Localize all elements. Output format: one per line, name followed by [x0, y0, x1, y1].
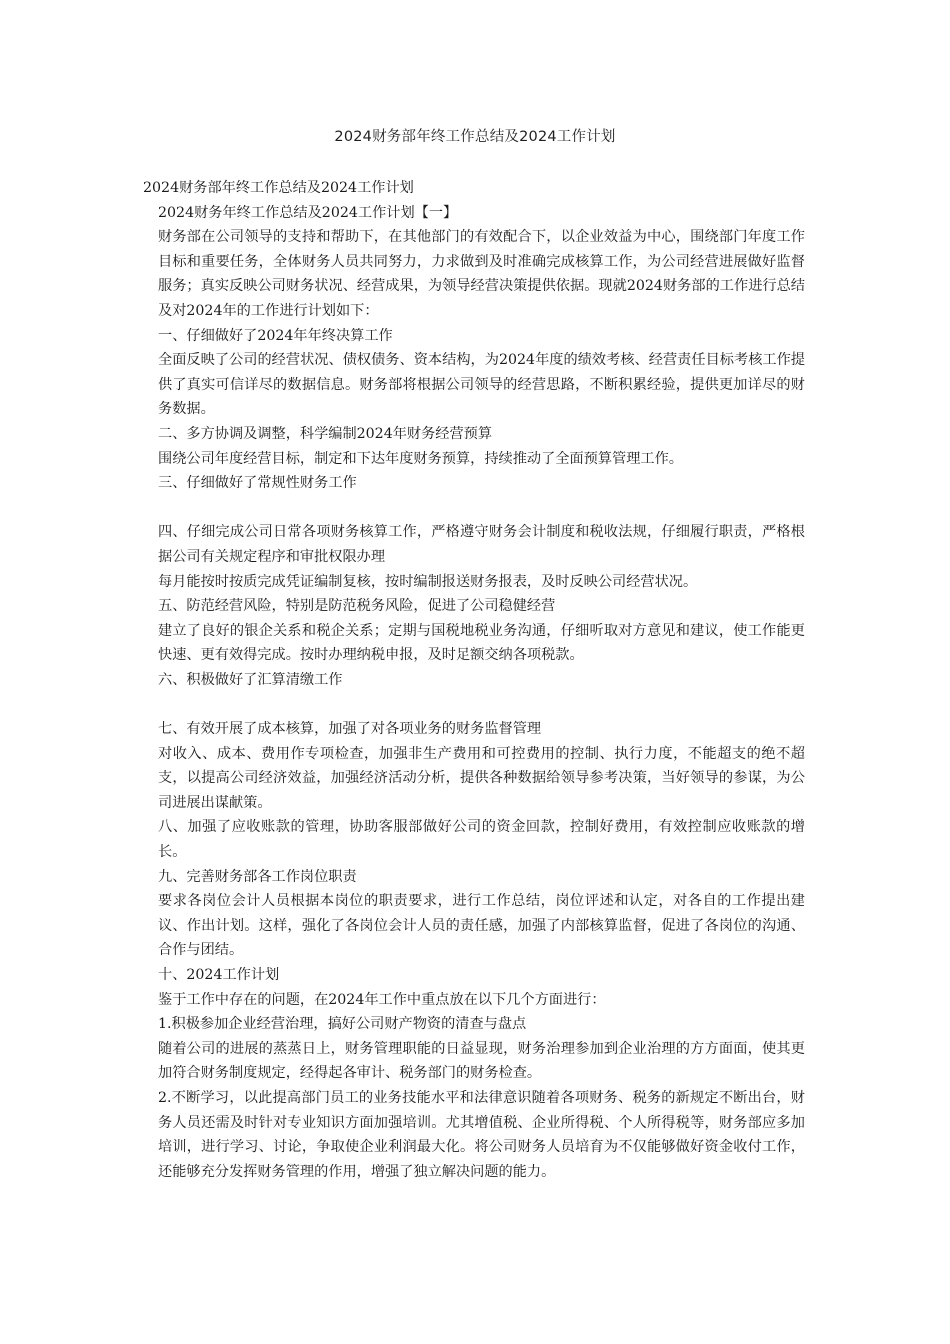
section-heading: 九、完善财务部各工作岗位职责 — [158, 868, 357, 885]
paragraph: 每月能按时按质完成凭证编制复核，按时编制报送财务报表，及时反映公司经营状况。 — [158, 573, 698, 590]
section-heading: 六、积极做好了汇算清缴工作 — [158, 671, 343, 688]
section-heading: 四、仔细完成公司日常各项财务核算工作，严格遵守财务会计制度和税收法规，仔细履行职责，严格根据公司有关规定程序和审批权限办理 — [158, 524, 805, 565]
blank-line — [143, 692, 805, 717]
paragraph: 全面反映了公司的经营状况、债权债务、资本结构，为2024年度的绩效考核、经营责任目标考核工作提供了真实可信详尽的数据信息。财务部将根据公司领导的经营思路，不断积累经验，提供更加详尽的财务数据。 — [158, 352, 805, 418]
section-heading: 二、多方协调及调整，科学编制2024年财务经营预算 — [158, 425, 493, 442]
page-title: 2024财务部年终工作总结及2024工作计划 — [334, 129, 616, 145]
list-item: 2.不断学习，以此提高部门员工的业务技能水平和法律意识随着各项财务、税务的新规定不断出台，财务人员还需及时针对专业知识方面加强培训。尤其增值税、企业所得税、个人所得税等，财务部应多加培训，进行学习、讨论，争取使企业利润最大化。将公司财务人员培育为不仅能够做好资金收付工作，还能够充分发挥财务管理的作用，增强了独立解决问题的能力。 — [158, 1089, 805, 1180]
section-heading: 十、2024工作计划 — [158, 967, 280, 983]
paragraph: 建立了良好的银企关系和税企关系；定期与国税地税业务沟通，仔细听取对方意见和建议，使工作能更快速、更有效得完成。按时办理纳税申报，及时足额交纳各项税款。 — [158, 622, 805, 664]
section-heading: 七、有效开展了成本核算，加强了对各项业务的财务监督管理 — [158, 721, 542, 738]
paragraph: 围绕公司年度经营目标，制定和下达年度财务预算，持续推动了全面预算管理工作。 — [158, 450, 683, 467]
paragraph: 2024财务部年终工作总结及2024工作计划 — [143, 180, 414, 196]
paragraph: 对收入、成本、费用作专项检查，加强非生产费用和可控费用的控制、执行力度，不能超支的绝不超支，以提高公司经济效益，加强经济活动分析，提供各种数据给领导参考决策，当好领导的参谋，为公司进展出谋献策。 — [158, 745, 805, 811]
section-heading: 2024财务年终工作总结及2024工作计划【一】 — [158, 204, 458, 221]
blank-line — [143, 496, 805, 521]
paragraph: 随着公司的进展的蒸蒸日上，财务管理职能的日益显现，财务治理参加到企业治理的方方面面，使其更加符合财务制度规定，经得起各审计、税务部门的财务检查。 — [158, 1040, 805, 1082]
section-heading: 五、防范经营风险，特别是防范税务风险，促进了公司稳健经营 — [158, 598, 556, 615]
paragraph: 要求各岗位会计人员根据本岗位的职责要求，进行工作总结，岗位评述和认定，对各自的工作提出建议、作出计划。这样，强化了各岗位会计人员的责任感，加强了内部核算监督，促进了各岗位的沟通、合作与团结。 — [158, 893, 805, 959]
list-item: 1.积极参加企业经营治理，搞好公司财产物资的清查与盘点 — [158, 1016, 527, 1033]
paragraph: 财务部在公司领导的支持和帮助下，在其他部门的有效配合下，以企业效益为中心，围绕部门年度工作目标和重要任务，全体财务人员共同努力，力求做到及时准确完成核算工作，为公司经营进展做好监督服务；真实反映公司财务状况、经营成果，为领导经营决策提供依据。现就2024财务部的工作进行总结及对2024年的工作进行计划如下： — [158, 229, 805, 319]
section-heading: 一、仔细做好了2024年年终决算工作 — [158, 327, 393, 344]
paragraph: 鉴于工作中存在的问题，在2024年工作中重点放在以下几个方面进行： — [158, 991, 606, 1008]
paragraph: 八、加强了应收账款的管理，协助客服部做好公司的资金回款，控制好费用，有效控制应收账款的增长。 — [158, 819, 805, 861]
document-body — [143, 176, 805, 1184]
section-heading: 三、仔细做好了常规性财务工作 — [158, 475, 357, 492]
